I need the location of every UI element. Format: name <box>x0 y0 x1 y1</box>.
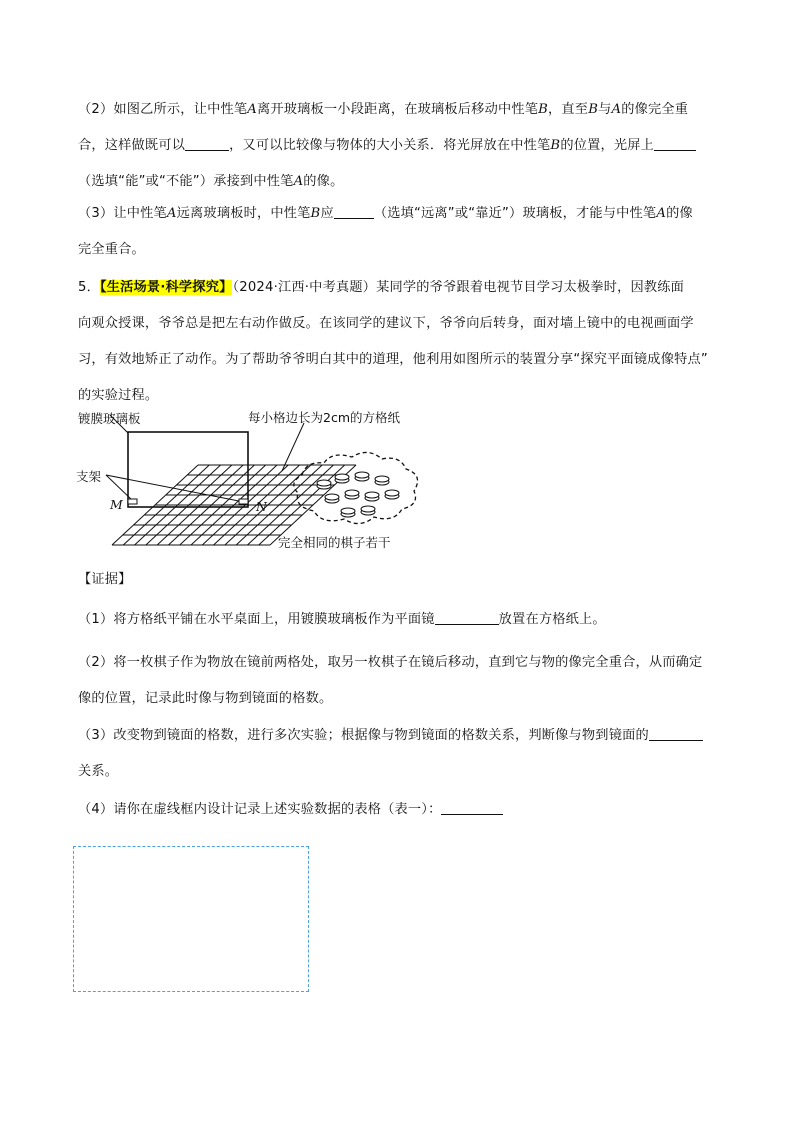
answer-blank[interactable] <box>185 136 229 151</box>
stand-right <box>239 499 248 504</box>
answer-blank[interactable] <box>654 136 696 151</box>
chess-piece-top <box>375 476 389 482</box>
evidence-step2 <box>78 645 728 717</box>
q4-part2-line2: 合，这样做既可以 ，又可以比较像与物体的大小关系．将光屏放在中性笔B的位置，光屏上 <box>78 128 728 164</box>
evidence-step3-line1: （3）改变物到镜面的格数，进行多次实验；根据像与物到镜面的格数关系，判断像与物到镜面的 <box>78 718 728 754</box>
q4-part3 <box>78 196 728 268</box>
chess-piece-top <box>341 508 355 514</box>
evidence-step3-line2: 关系。 <box>78 764 119 779</box>
q4-part3-line2: 完全重合。 <box>78 242 145 257</box>
answer-blank[interactable] <box>441 800 503 815</box>
grid-leader <box>282 423 304 471</box>
answer-blank[interactable] <box>334 204 374 219</box>
answer-blank[interactable] <box>649 726 703 741</box>
label-chess-pieces: 完全相同的棋子若干 <box>278 535 391 550</box>
q4-part2-line1: （2）如图乙所示，让中性笔A离开玻璃板一小段距离，在玻璃板后移动中性笔B，直至B与A的像完全重 <box>78 102 689 117</box>
answer-blank[interactable] <box>435 610 499 625</box>
q5-line3: 习，有效地矫正了动作。为了帮助爷爷明白其中的道理，他利用如图所示的装置分享“探究平面镜成像特点” <box>78 352 708 367</box>
label-M: M <box>110 497 123 512</box>
q4-part2-line3: （选填“能”或“不能”）承接到中性笔A的像。 <box>78 174 344 189</box>
chess-piece-top <box>385 490 399 496</box>
q5-line2: 向观众授课，爷爷总是把左右动作做反。在该同学的建议下，爷爷向后转身，面对墙上镜中的电视画面学 <box>78 316 694 331</box>
chess-piece-top <box>355 472 369 478</box>
evidence-step4: （4）请你在虚线框内设计记录上述实验数据的表格（表一）： <box>78 792 728 828</box>
label-grid-paper: 每小格边长为2cm的方格纸 <box>248 410 401 425</box>
table-design-box[interactable] <box>73 846 309 992</box>
evidence-step1: （1）将方格纸平铺在水平桌面上，用镀膜玻璃板作为平面镜 放置在方格纸上。 <box>78 612 606 627</box>
stand-left <box>128 499 137 504</box>
chess-piece-top <box>325 494 339 500</box>
q5-line1: 5．【生活场景·科学探究】（2024·江西·中考真题）某同学的爷爷跟着电视节目学习太极拳时，因教练面 <box>78 280 685 295</box>
q4-part2 <box>78 92 728 200</box>
stand-leader <box>106 475 244 502</box>
pieces-cloud <box>294 452 418 523</box>
category-tag: 【生活场景·科学探究】 <box>99 280 233 295</box>
chess-piece-top <box>335 474 349 480</box>
chess-piece-top <box>361 506 375 512</box>
evidence-step3 <box>78 718 728 790</box>
label-glass-plate: 镀膜玻璃板 <box>78 411 141 426</box>
chess-piece-top <box>345 490 359 496</box>
chess-piece-top <box>365 492 379 498</box>
evidence-step2-line2: 像的位置，记录此时像与物到镜面的格数。 <box>78 691 333 706</box>
evidence-step2-line1: （2）将一枚棋子作为物放在镜前两格处，取另一枚棋子在镜后移动，直到它与物的像完全重合，从而确定 <box>78 655 703 670</box>
label-N: N <box>256 499 267 514</box>
evidence-heading: 【证据】 <box>78 572 132 587</box>
label-stand: 支架 <box>76 469 102 484</box>
chess-piece-top <box>317 480 331 486</box>
q5-stem <box>78 270 728 414</box>
q5-line4: 的实验过程。 <box>78 388 159 403</box>
q4-part3-line1: （3）让中性笔A远离玻璃板时，中性笔B应 （选填“远离”或“靠近”）玻璃板，才能与中性笔A的像 <box>78 206 693 221</box>
